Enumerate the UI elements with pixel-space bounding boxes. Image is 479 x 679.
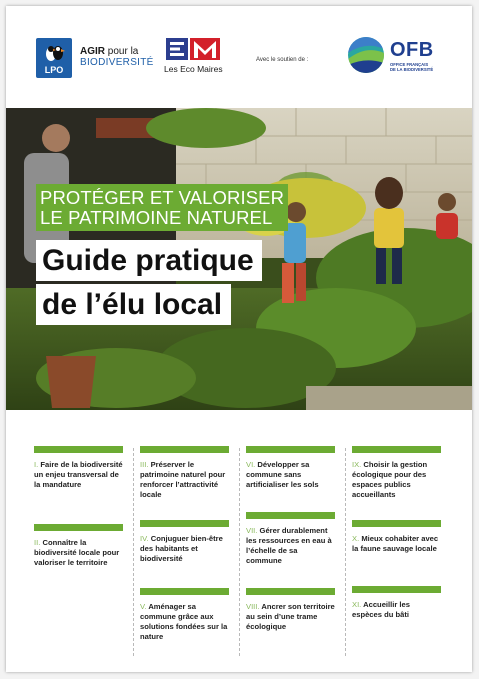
- column-divider: [239, 448, 240, 656]
- chapter-title: Connaître la biodiversité locale pour valoriser le territoire: [34, 538, 120, 567]
- chapter-number: IX.: [352, 460, 362, 469]
- chapter-item: [352, 586, 441, 620]
- chapter-number: I.: [34, 460, 39, 469]
- chapter-bar: [352, 446, 441, 453]
- chapter-title: Développer sa commune sans artificialiser les sols: [246, 460, 319, 489]
- chapter-bar: [140, 446, 229, 453]
- chapter-item: [246, 588, 335, 632]
- hero-kicker: [36, 184, 288, 231]
- chapter-item: [34, 446, 123, 490]
- chapter-item: [352, 446, 441, 500]
- chapter-bar: [246, 512, 335, 519]
- chapter-title: Aménager sa commune grâce aux solutions fondées sur la nature: [140, 602, 228, 641]
- chapter-bar: [140, 520, 229, 527]
- ofb-emblem-icon: [348, 37, 384, 73]
- agir-logo: [80, 46, 154, 68]
- hero-title-line1: Guide pratique: [36, 240, 262, 281]
- chapter-title: Préserver le patrimoine naturel pour renforcer l’attractivité locale: [140, 460, 226, 499]
- chapter-number: III.: [140, 460, 149, 469]
- chapter-number: X.: [352, 534, 360, 543]
- lpo-label: LPO: [44, 65, 64, 75]
- chapter-item: [246, 512, 335, 566]
- chapter-bar: [34, 446, 123, 453]
- lpo-logo: [36, 38, 72, 78]
- column-divider: [133, 448, 134, 656]
- ofb-label: OFB: [390, 39, 434, 61]
- chapter-title: Choisir la gestion écologique pour des espaces publics accueillants: [352, 460, 428, 499]
- chapter-number: II.: [34, 538, 41, 547]
- chapter-bar: [34, 524, 123, 531]
- chapter-bar: [352, 586, 441, 593]
- ofb-sub-line2: DE LA BIODIVERSITÉ: [390, 67, 434, 72]
- chapter-title: Ancrer son territoire au sein d’une trame écologique: [246, 602, 335, 631]
- agir-word: AGIR: [80, 46, 105, 57]
- eco-maires-label: Les Eco Maires: [164, 64, 223, 74]
- chapter-title: Conjuguer bien-être des habitants et biodiversité: [140, 534, 223, 563]
- chapter-title: Faire de la biodiversité un enjeu transversal de la mandature: [34, 460, 123, 489]
- chapter-item: [352, 520, 441, 554]
- agir-biodiversite: BIODIVERSITÉ: [80, 57, 154, 68]
- chapter-item: [34, 524, 123, 568]
- puffin-icon: [43, 43, 65, 63]
- chapter-bar: [246, 446, 335, 453]
- chapter-number: V.: [140, 602, 147, 611]
- brochure-cover: [6, 6, 472, 672]
- eco-maires-logo: [164, 36, 228, 74]
- chapter-item: [140, 520, 229, 564]
- hero-kicker-line1: PROTÉGER ET VALORISER: [40, 187, 285, 208]
- agir-pour-la: pour la: [107, 46, 139, 57]
- column-divider: [345, 448, 346, 656]
- chapter-bar: [140, 588, 229, 595]
- chapter-item: [140, 446, 229, 500]
- chapter-number: XI.: [352, 600, 362, 609]
- chapter-bar: [352, 520, 441, 527]
- eco-maires-mark-icon: [164, 36, 224, 62]
- ofb-subtitle: [390, 62, 433, 72]
- support-label: Avec le soutien de :: [256, 57, 309, 63]
- hero-title-line2: de l’élu local: [36, 284, 231, 325]
- ofb-sub-line1: OFFICE FRANÇAIS: [390, 62, 429, 67]
- hero-kicker-line2: LE PATRIMOINE NATUREL: [40, 207, 273, 228]
- chapter-title: Gérer durablement les ressources en eau à l’échelle de sa commune: [246, 526, 332, 565]
- chapter-number: VI.: [246, 460, 256, 469]
- chapter-title: Mieux cohabiter avec la faune sauvage locale: [352, 534, 439, 553]
- chapter-number: IV.: [140, 534, 149, 543]
- chapter-bar: [246, 588, 335, 595]
- chapter-item: [246, 446, 335, 490]
- chapter-number: VII.: [246, 526, 258, 535]
- chapter-title: Accueillir les espèces du bâti: [352, 600, 410, 619]
- chapter-number: VIII.: [246, 602, 260, 611]
- chapter-item: [140, 588, 229, 642]
